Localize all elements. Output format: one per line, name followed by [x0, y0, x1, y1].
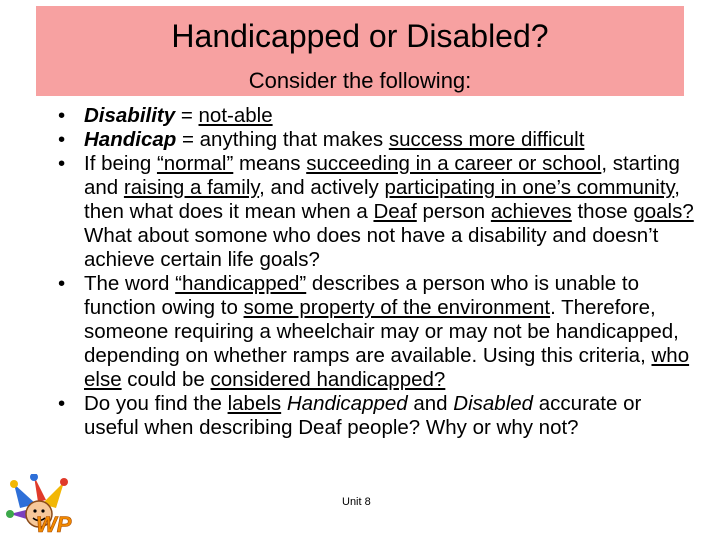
- bullet-handicapped-word: [58, 272, 698, 392]
- bullet-text: describes a person who is unable to function owing to: [84, 272, 639, 319]
- bullet-text: =: [175, 104, 199, 127]
- underlined-text: some property of the environment: [243, 296, 551, 319]
- bullet-text: , and actively: [259, 176, 385, 199]
- jester-logo: [6, 474, 86, 536]
- definition-not-able: not-able: [198, 104, 273, 127]
- underlined-text: labels: [227, 392, 282, 415]
- underlined-text: participating in one’s community: [384, 176, 675, 199]
- bullet-text: If being: [84, 152, 157, 175]
- bullet-text: and: [407, 392, 454, 415]
- underlined-text: considered handicapped?: [210, 368, 446, 391]
- logo-text: WP: [36, 512, 72, 536]
- underlined-text: succeeding in a career or school: [306, 152, 602, 175]
- term-handicap: Handicap: [84, 128, 177, 151]
- underlined-text: “handicapped”: [175, 272, 307, 295]
- bullet-text: Do you find the: [84, 392, 228, 415]
- bullet-text: , starting and: [84, 152, 680, 199]
- underlined-text: Deaf: [373, 200, 417, 223]
- underlined-text: goals?: [633, 200, 694, 223]
- bullet-text: could be: [121, 368, 211, 391]
- italic-text: Disabled: [453, 392, 534, 415]
- bullet-text: What about somone who does not have a disability and doesn’t achieve certain life goals?: [84, 224, 659, 271]
- definition-success: success more difficult: [388, 128, 585, 151]
- underlined-text: “normal”: [156, 152, 234, 175]
- bullet-text: = anything that makes: [176, 128, 389, 151]
- bullet-text: . Therefore, someone requiring a wheelchair may or may not be handicapped, depending on whether ramps are available. Using this criteria,: [84, 296, 679, 367]
- bullet-text: The word: [84, 272, 176, 295]
- italic-text: Handicapped: [286, 392, 408, 415]
- bullet-normal: [58, 152, 698, 272]
- term-disability: Disability: [84, 104, 176, 127]
- title-banner: [36, 6, 684, 96]
- bullet-text: accurate or useful when describing Deaf people? Why or why not?: [84, 392, 642, 439]
- bullet-handicap: [58, 128, 698, 152]
- bullet-text: means: [233, 152, 307, 175]
- bullet-list: [58, 104, 698, 440]
- bullet-disability: [58, 104, 698, 128]
- unit-label: Unit 8: [342, 496, 371, 508]
- bullet-text: , then what does it mean when a: [84, 176, 680, 223]
- bullet-text: person: [416, 200, 491, 223]
- bullet-text: those: [571, 200, 634, 223]
- underlined-text: who else: [84, 344, 690, 391]
- underlined-text: raising a family: [123, 176, 260, 199]
- slide-title: Handicapped or Disabled?: [171, 18, 549, 54]
- bullet-labels-question: [58, 392, 698, 440]
- slide-subtitle: Consider the following:: [248, 68, 472, 93]
- underlined-text: achieves: [490, 200, 572, 223]
